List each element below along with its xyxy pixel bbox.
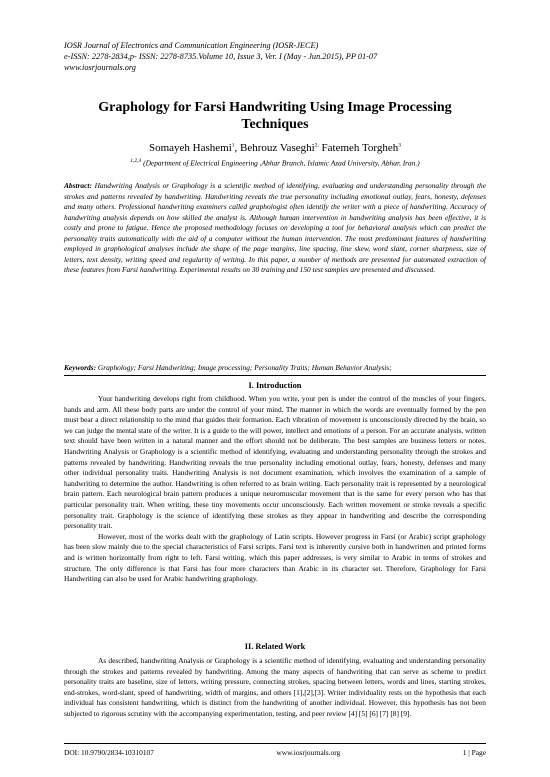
section-heading-introduction: I. Introduction — [248, 381, 302, 390]
section-introduction-body — [64, 394, 486, 585]
footer-site[interactable]: www.iosrjournals.org — [276, 748, 341, 757]
author-3: Fatemeh Torgheh — [318, 142, 399, 154]
keywords-text: Graphology; Farsi Handwriting; Image processing; Personality Traits; Human Behavior Analysis; — [96, 363, 392, 372]
abstract-label: Abstract: — [64, 181, 92, 190]
author-1-sup: 1 — [231, 142, 235, 149]
abstract — [64, 181, 486, 276]
paragraph: Your handwriting develops right from childhood. When you write, your pen is under the control of the muscles of your fingers, hands and arm. All these body parts are under the control of your mind. The manner in which the words are eventually formed by the pen must bear a direct relationship to the mind that guides their formation. Each vibration of movement is unconsciously directed by the brain, so we can judge the mental state of the writer. It is a guide to the will power, intellect and emotions of a person. For an accurate analysis, written text should have been written in a natural manner and the effort should not be deliberate. The best samples are business letters or notes. Handwriting Analysis or Graphology is a scientific method of identifying, evaluating and understanding personality through the strokes and patterns revealed by handwriting. Handwriting reveals the true personality including emotional outlay, fears, honesty, defenses and many other individual personality traits. Handwriting Analysis is not document examination, which involves the examination of a sample of handwriting to determine the author. Handwriting is often referred to as brain writing. Each personality trait is represented by a neurological brain pattern. Each neurological brain pattern produces a unique neuromuscular movement that is the same for every person who has that particular personality trait. When writing, these tiny movements occur unconsciously. Each written movement or stroke reveals a specific personality trait. Graphology is the science of identifying these strokes as they appear in handwriting and describe the corresponding personality trait. — [64, 394, 486, 531]
footer-page-number: 1 | Page — [462, 748, 486, 757]
abstract-text: Handwriting Analysis or Graphology is a scientific method of identifying, evaluating and understanding personality through the strokes and patterns revealed by handwriting. Handwriting reveals the true personality including emotional outlay, fears, honesty, defenses and many others. Professional handwriting examiners called graphologist often identify the writer with a piece of handwriting. Accuracy of handwriting analysis depends on how skilled the analyst is. Although human intervention in handwriting analysis has been effective, it is costly and prone to fatigue. Hence the proposed methodology focuses on developing a tool for behavioral analysis which can predict the personality traits automatically with the aid of a computer without the human intervention. The most predominant features of handwriting employed in graphological analyses include the shape of the page margins, line spacing, line skew, word slant, corner sharpness, size of letters, text density, writing speed and regularity of writing. In this paper, a number of methods are presented for automated extraction of these features from Farsi handwriting. Experimental results on 30 training and 150 test samples are presented and discussed. — [64, 181, 486, 274]
keywords — [64, 363, 486, 373]
journal-issn: e-ISSN: 2278-2834,p- ISSN: 2278-8735.Volume 10, Issue 3, Ver. I (May - Jun.2015), PP 01-07 — [64, 52, 378, 61]
page-footer — [64, 748, 486, 757]
footer-divider — [64, 743, 486, 744]
affiliation-sup: 1,2,3 — [130, 158, 142, 164]
author-3-sup: 3 — [398, 142, 402, 149]
paragraph: As described, handwriting Analysis or Graphology is a scientific method of identifying, evaluating and understanding personality through the strokes and patterns revealed by handwriting. Among the many aspects of handwriting that can serve as scheme to predict personality traits are baseline, size of letters, writing pressure, connecting strokes, spacing between letters, words and lines, starting strokes, end-strokes, word-slant, speed of handwriting, width of margins, and others [1],[2],[3]. Writer individuality rests on the hypothesis that each individual has consistent handwriting, which is distinct from the handwriting of another individual. However, this hypothesis has not been subjected to rigorous scrutiny with the accompanying experimentation, testing, and peer review [4] [5] [6] [7] [8] [9]. — [64, 656, 486, 718]
paragraph: However, most of the works dealt with the graphology of Latin scripts. However progress in Farsi (or Arabic) script graphology has been slow mainly due to the special characteristics of Farsi scripts. Farsi text is inherently cursive both in handwritten and printed forms and is written horizontally from right to left. Farsi writing, which this paper addresses, is very similar to Arabic in terms of strokes and structure. The only difference is that Farsi has four more characters than Arabic in its character set. Therefore, Graphology for Farsi Handwriting can also be used for Arabic handwriting graphology. — [64, 531, 486, 584]
keywords-label: Keywords: — [64, 363, 97, 372]
section-heading-related-work: II. Related Work — [244, 642, 306, 651]
keywords-divider — [64, 375, 486, 376]
author-list — [64, 142, 486, 154]
footer-doi: DOI: 10.9790/2834-10310107 — [64, 748, 154, 757]
journal-header — [64, 40, 377, 73]
journal-url[interactable]: www.iosrjournals.org — [64, 63, 136, 72]
author-1: Somayeh Hashemi — [148, 142, 232, 154]
author-2: , Behrouz Vaseghi — [234, 142, 315, 154]
affiliation — [64, 158, 486, 167]
author-2-sup: 2, — [314, 142, 319, 149]
journal-name: IOSR Journal of Electronics and Communication Engineering (IOSR-JECE) — [64, 41, 319, 50]
affiliation-text: (Department of Electrical Engineering ,Abhar Branch, Islamic Azad University, Abhar, Iran.) — [143, 158, 420, 168]
paper-title: Graphology for Farsi Handwriting Using Image Processing Techniques — [98, 100, 452, 132]
section-related-work-body — [64, 656, 486, 720]
